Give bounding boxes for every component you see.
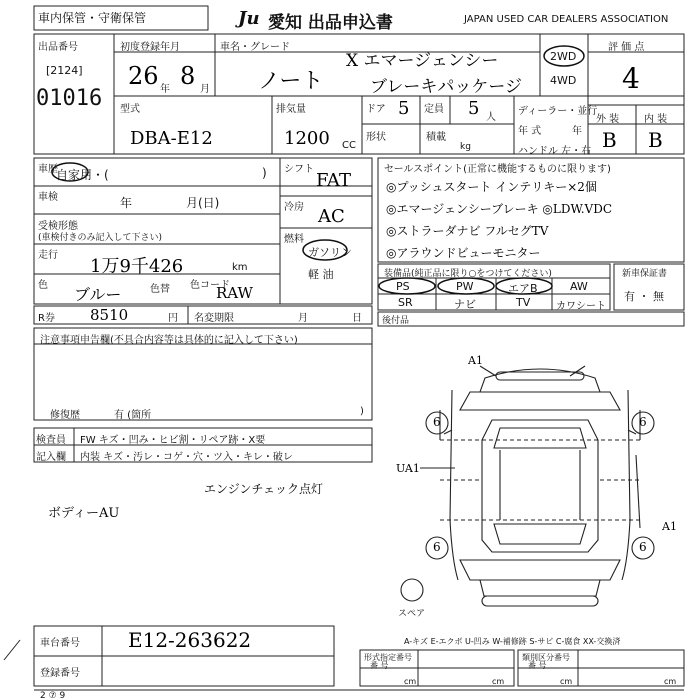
equip-aw: AW xyxy=(570,280,588,293)
displacement-label: 排気量 xyxy=(276,104,306,115)
chassis-label: 車台番号 xyxy=(40,638,80,649)
equip-tv: TV xyxy=(516,296,531,309)
selling-point-4: ◎アラウンドビューモニター xyxy=(386,246,541,260)
cm-1: cm xyxy=(404,677,417,686)
inspection-label: 車検 xyxy=(38,192,58,203)
drive-2wd: 2WD xyxy=(550,50,577,63)
mark-tire-rr: 6 xyxy=(639,540,647,554)
mileage-unit: km xyxy=(232,262,248,273)
model-label: 車名・グレード xyxy=(220,42,290,53)
displacement-unit: CC xyxy=(342,140,356,151)
handle-label: ハンドル 左・右 xyxy=(518,146,592,157)
ref-box2-sub: 番 号 xyxy=(528,661,547,670)
mark-tire-fr: 6 xyxy=(639,415,647,429)
selling-point-3: ◎ストラーダナビ フルセグTV xyxy=(386,224,549,238)
accept-label: 受検形態 xyxy=(38,221,78,232)
r-ticket-value: 8510 xyxy=(90,306,129,324)
ref-box1-label: 形式指定番号 xyxy=(364,653,412,662)
repair-value: 有 (箇所 xyxy=(114,410,152,421)
door-label: ドア xyxy=(366,104,386,115)
kg-unit: kg xyxy=(460,142,471,152)
fuel-diesel: 軽 油 xyxy=(308,268,334,281)
mark-a1-right: A1 xyxy=(662,520,677,533)
entry-label: 記入欄 xyxy=(36,452,66,463)
name-change-label: 名変期限 xyxy=(194,313,234,324)
shift-value: FAT xyxy=(316,170,351,191)
vehicle-history-value: 自家用・( xyxy=(56,168,109,182)
interior-label: 内 装 xyxy=(644,114,668,125)
type-value: DBA-E12 xyxy=(130,128,213,149)
fuel-label: 燃料 xyxy=(284,234,304,245)
color-value: ブルー xyxy=(74,285,122,304)
equip-pw: PW xyxy=(456,280,474,293)
bottom-left-text: 2 ⑦ 9 xyxy=(40,691,66,700)
accept-note: (車検付きのみ記入して下さい) xyxy=(38,233,163,243)
cm-2: cm xyxy=(492,677,505,686)
displacement-value: 1200 xyxy=(284,128,330,149)
year-type-label: 年 式 xyxy=(518,126,542,137)
selling-points-label: セールスポイント(正常に機能するものに限ります) xyxy=(384,164,611,175)
name-change-day: 日 xyxy=(352,313,362,324)
form-title-en: JAPAN USED CAR DEALERS ASSOCIATION xyxy=(464,14,669,25)
chassis-value: E12-263622 xyxy=(128,628,252,652)
exterior-label: 外 装 xyxy=(596,114,620,125)
fuel-gasoline: ガソリン xyxy=(308,246,352,259)
score-label: 評 価 点 xyxy=(608,42,645,53)
dealer-label: ディーラー・並行 xyxy=(518,106,598,117)
handwritten-note-2: ボディーAU xyxy=(48,506,120,521)
ref-box1-sub: 番 号 xyxy=(370,661,389,670)
mark-ua1-left: UA1 xyxy=(396,462,420,475)
mark-tire-fl: 6 xyxy=(433,415,441,429)
damage-legend: A-キズ E-エクボ U-凹み W-補修跡 S-サビ C-腐食 XX-交換済 xyxy=(404,637,621,646)
year-type-unit: 年 xyxy=(572,126,582,137)
inspector-label: 検査員 xyxy=(36,435,66,446)
mark-a1-front-left: A1 xyxy=(468,354,483,367)
load-label: 積載 xyxy=(426,132,446,143)
storage-label: 車内保管・守衛保管 xyxy=(38,11,147,25)
shift-label: シフト xyxy=(284,164,314,175)
grade-line2: ブレーキパッケージ xyxy=(370,77,522,97)
grade-line1: X エマージェンシー xyxy=(346,51,499,71)
first-reg-label: 初度登録年月 xyxy=(120,42,180,53)
shape-label: 形状 xyxy=(366,132,386,143)
model-name: ノート xyxy=(258,69,324,94)
vehicle-history-label: 車歴 xyxy=(38,164,58,175)
form-title: 愛知 出品申込書 xyxy=(268,13,393,33)
r-ticket-label: R券 xyxy=(38,313,55,324)
capacity-label: 定員 xyxy=(424,104,444,115)
equip-navi: ナビ xyxy=(454,298,476,311)
equip-airbag: エアB xyxy=(508,282,538,295)
exterior-score: B xyxy=(602,128,617,152)
repair-label: 修復歴 xyxy=(50,410,80,421)
color-code-value: RAW xyxy=(216,284,253,302)
score-value: 4 xyxy=(622,62,640,95)
warranty-value: 有 ・ 無 xyxy=(624,290,664,303)
month-unit: 月 xyxy=(200,84,210,95)
ac-value: AC xyxy=(318,206,345,227)
capacity-unit: 人 xyxy=(486,112,496,123)
selling-point-2: ◎エマージェンシーブレーキ ◎LDW.VDC xyxy=(386,202,613,216)
mileage-label: 走行 xyxy=(38,250,58,261)
equip-sr: SR xyxy=(398,296,413,309)
cm-4: cm xyxy=(664,677,677,686)
handwritten-note-1: エンジンチェック点灯 xyxy=(204,482,324,496)
interior-line: 内装 キズ・汚レ・コゲ・穴・ツ入・キレ・破レ xyxy=(80,452,293,463)
inspection-month: 月(日) xyxy=(186,196,220,210)
warranty-label: 新車保証書 xyxy=(622,269,668,279)
lot-sub: [2124] xyxy=(46,64,83,77)
first-reg-month: 8 xyxy=(180,62,196,90)
cm-3: cm xyxy=(560,677,573,686)
inspection-year: 年 xyxy=(120,196,133,210)
name-change-month: 月 xyxy=(298,313,308,324)
reg-label: 登録番号 xyxy=(40,668,80,679)
interior-score: B xyxy=(648,128,663,152)
lot-number: 01016 xyxy=(36,86,103,111)
car-diagram xyxy=(401,366,654,606)
repair-close: ) xyxy=(360,406,364,417)
ac-label: 冷房 xyxy=(284,202,304,213)
r-ticket-unit: 円 xyxy=(168,313,178,324)
after-install-label: 後付品 xyxy=(382,316,410,326)
color-code-label: 色コード xyxy=(190,280,230,291)
selling-point-1: ◎プッシュスタート インテリキー×2個 xyxy=(386,180,597,194)
color-change-label: 色替 xyxy=(150,284,170,295)
mileage-value: 1万9千426 xyxy=(90,256,184,277)
fw-line: FW キズ・凹み・ヒビ割・リペア跡・X要 xyxy=(80,435,266,446)
equip-ps: PS xyxy=(396,280,410,293)
first-reg-year: 26 xyxy=(128,62,159,90)
mark-tire-rl: 6 xyxy=(433,540,441,554)
drive-4wd: 4WD xyxy=(550,74,577,87)
lot-label: 出品番号 xyxy=(38,42,78,53)
door-value: 5 xyxy=(398,98,410,119)
type-label: 型式 xyxy=(120,104,140,115)
year-unit: 年 xyxy=(160,84,170,95)
ju-logo: Ju xyxy=(238,8,260,29)
spare-label: スペア xyxy=(398,609,426,619)
equipment-label: 装備品(純正品に限り○をつけてください) xyxy=(384,269,552,279)
color-label: 色 xyxy=(38,280,48,291)
ref-box2-label: 類別区分番号 xyxy=(522,653,570,662)
caution-label: 注意事項申告欄(不具合内容等は具体的に記入して下さい) xyxy=(40,335,298,346)
equip-seat: カワシート xyxy=(556,301,606,312)
capacity-value: 5 xyxy=(468,98,480,119)
